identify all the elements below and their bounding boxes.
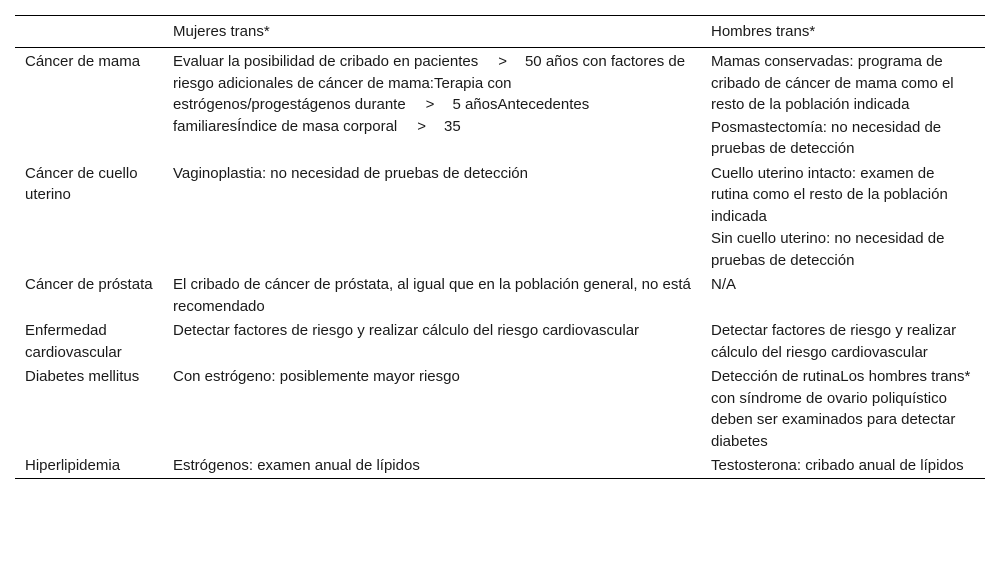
row-men-cell xyxy=(701,48,985,161)
table-row xyxy=(15,318,985,364)
men-text: Testosterona: cribado anual de lípidos xyxy=(711,457,964,474)
table-row xyxy=(15,161,985,273)
women-text-part: Evaluar la posibilidad de cribado en pacientes xyxy=(173,53,479,70)
men-text: Sin cuello uterino: no necesidad de pruebas de detección xyxy=(711,230,945,269)
women-text: Detectar factores de riesgo y realizar cálculo del riesgo cardiovascular xyxy=(173,322,640,339)
header-trans-men: Hombres trans* xyxy=(711,23,816,40)
row-men-cell xyxy=(701,161,985,273)
table-row xyxy=(15,272,985,318)
row-women-cell xyxy=(163,48,701,161)
row-topic: Hiperlipidemia xyxy=(25,457,121,474)
women-text-part: 50 años con factores de riesgo adicionales de cáncer de mama:Terapia con estrógenos/progestágenos durante xyxy=(173,53,686,113)
row-women-cell xyxy=(163,364,701,453)
row-topic: Diabetes mellitus xyxy=(25,368,140,385)
women-text: El cribado de cáncer de próstata, al igual que en la población general, no está recomendado xyxy=(173,276,691,315)
men-text: Detectar factores de riesgo y realizar cálculo del riesgo cardiovascular xyxy=(711,322,957,361)
women-text-part: 5 añosAntecedentes familiaresÍndice de masa corporal xyxy=(173,96,590,135)
screening-table-container xyxy=(15,15,985,479)
table-row xyxy=(15,453,985,478)
women-text xyxy=(173,51,691,137)
row-women-cell xyxy=(163,318,701,364)
women-text: Con estrógeno: posiblemente mayor riesgo xyxy=(173,368,460,385)
row-women-cell xyxy=(163,272,701,318)
men-text: Posmastectomía: no necesidad de pruebas de detección xyxy=(711,118,942,157)
row-topic: Cáncer de mama xyxy=(25,53,141,70)
greater-than-symbol: > xyxy=(498,53,507,70)
row-topic: Cáncer de cuello uterino xyxy=(25,164,138,203)
screening-table xyxy=(15,15,985,479)
men-text: N/A xyxy=(711,276,737,293)
table-header xyxy=(15,16,985,48)
women-text: Vaginoplastia: no necesidad de pruebas de detección xyxy=(173,164,528,182)
header-trans-women: Mujeres trans* xyxy=(173,23,270,40)
row-women-cell xyxy=(163,161,701,273)
women-text-part: 35 xyxy=(444,117,461,135)
row-men-cell xyxy=(701,318,985,364)
header-row xyxy=(15,16,985,48)
table-row xyxy=(15,364,985,453)
row-topic: Enfermedad cardiovascular xyxy=(25,322,122,361)
men-text: Cuello uterino intacto: examen de rutina como el resto de la población indicada xyxy=(711,164,948,225)
greater-than-symbol: > xyxy=(425,96,435,113)
table-body xyxy=(15,48,985,479)
men-text: Detección de rutinaLos hombres trans* con síndrome de ovario poliquístico deben ser examinados para detectar diabetes xyxy=(711,368,971,450)
row-men-cell xyxy=(701,272,985,318)
row-men-cell xyxy=(701,453,985,478)
row-men-cell xyxy=(701,364,985,453)
men-text: Mamas conservadas: programa de cribado de cáncer de mama como el resto de la población indicada xyxy=(711,53,954,113)
women-text: Estrógenos: examen anual de lípidos xyxy=(173,457,420,474)
greater-than-symbol: > xyxy=(417,117,427,135)
header-topic xyxy=(15,16,163,48)
row-topic: Cáncer de próstata xyxy=(25,276,153,293)
table-row xyxy=(15,48,985,161)
row-women-cell xyxy=(163,453,701,478)
